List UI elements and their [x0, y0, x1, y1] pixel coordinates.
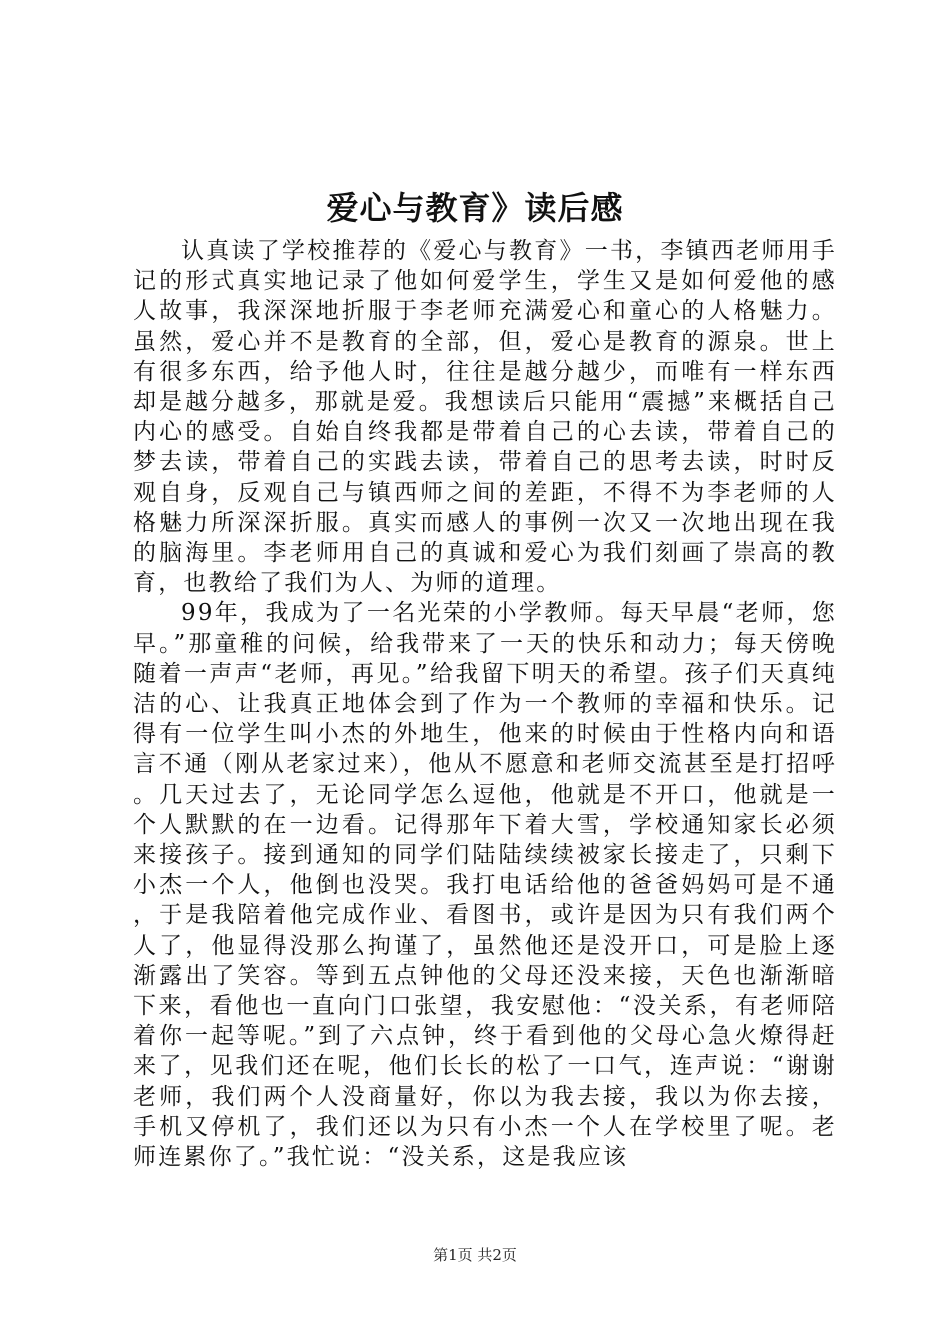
page-number-footer: 第1页 共2页	[433, 1246, 517, 1264]
paragraph-1: 认真读了学校推荐的《爱心与教育》一书，李镇西老师用手记的形式真实地记录了他如何爱学生，学生又是如何爱他的感人故事，我深深地折服于李老师充满爱心和童心的人格魅力。虽然，爱心并不是教育的全部，但，爱心是教育的源泉。世上有很多东西，给予他人时，往往是越分越少，而唯有一样东西却是越分越多，那就是爱。我想读后只能用“震撼”来概括自己内心的感受。自始自终我都是带着自己的心去读，带着自己的梦去读，带着自己的实践去读，带着自己的思考去读，时时反观自身，反观自己与镇西师之间的差距，不得不为李老师的人格魅力所深深折服。真实而感人的事例一次又一次地出现在我的脑海里。李老师用自己的真诚和爱心为我们刻画了崇高的教育，也教给了我们为人、为师的道理。	[133, 238, 837, 597]
document-title: 爱心与教育》读后感	[326, 189, 624, 227]
paragraph-2: 99年，我成为了一名光荣的小学教师。每天早晨“老师，您早。”那童稚的问候，给我带来了一天的快乐和动力；每天傍晚随着一声声“老师，再见。”给我留下明天的希望。孩子们天真纯洁的心、让我真正地体会到了作为一个教师的幸福和快乐。记得有一位学生叫小杰的外地生，他来的时候由于性格内向和语言不通（刚从老家过来），他从不愿意和老师交流甚至是打招呼。几天过去了，无论同学怎么逗他，他就是不开口，他就是一个人默默的在一边看。记得那年下着大雪，学校通知家长必须来接孩子。接到通知的同学们陆陆续续被家长接走了，只剩下小杰一个人，他倒也没哭。我打电话给他的爸爸妈妈可是不通，于是我陪着他完成作业、看图书，或许是因为只有我们两个人了，他显得没那么拘谨了，虽然他还是没开口，可是脸上逐渐露出了笑容。等到五点钟他的父母还没来接，天色也渐渐暗下来，看他也一直向门口张望，我安慰他：“没关系，有老师陪着你一起等呢。”到了六点钟，终于看到他的父母心急火燎得赶来了，见我们还在呢，他们长长的松了一口气，连声说：“谢谢老师，我们两个人没商量好，你以为我去接，我以为你去接，手机又停机了，我们还以为只有小杰一个人在学校里了呢。老师连累你了。”我忙说：“没关系，这是我应该	[133, 600, 837, 1171]
document-body	[133, 236, 837, 1172]
